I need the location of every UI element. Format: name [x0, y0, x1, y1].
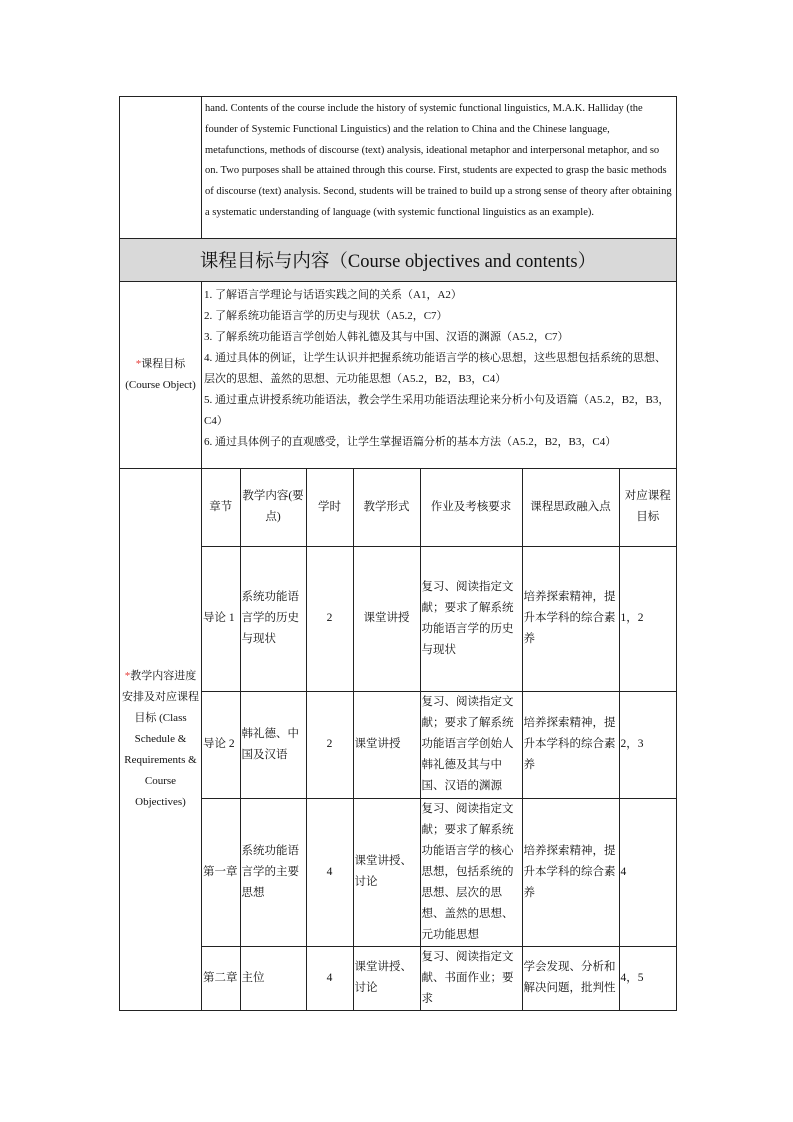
objectives-row [120, 281, 677, 468]
required-star: * [124, 669, 131, 682]
header-homework: 作业及考核要求 [420, 469, 522, 547]
header-ideology: 课程思政融入点 [522, 469, 619, 547]
row-homework: 复习、阅读指定文献、书面作业；要求 [420, 946, 522, 1010]
row-form: 课堂讲授 [353, 691, 420, 798]
section-header-row [120, 238, 677, 281]
table-row [202, 546, 676, 691]
row-content: 主位 [240, 946, 306, 1010]
row-homework: 复习、阅读指定文献；要求了解系统功能语言学的核心思想，包括系统的思想、层次的思想、盖然的思想、元功能思想 [420, 798, 522, 946]
row-chapter: 导论 1 [202, 546, 240, 691]
objective-item: 5. 通过重点讲授系统功能语法，教会学生采用功能语法理论来分析小句及语篇（A5.2，B2，B3，C4） [204, 393, 670, 427]
row-chapter: 第一章 [202, 798, 240, 946]
schedule-label-cn: 教学内容进度安排及对应课程目标 [122, 669, 199, 724]
row-objectives: 1，2 [619, 546, 676, 691]
row-ideology: 培养探索精神，提升本学科的综合素养 [522, 691, 619, 798]
table-row [202, 691, 676, 798]
row-objectives: 4，5 [620, 971, 644, 984]
header-chapter: 章节 [202, 469, 240, 547]
description-row [120, 97, 677, 239]
objectives-label [120, 281, 202, 468]
schedule-content [202, 468, 677, 1010]
objective-item: 2. 了解系统功能语言学的历史与现状（A5.2，C7） [204, 309, 448, 322]
table-row [202, 946, 676, 1010]
row-chapter: 导论 2 [202, 691, 240, 798]
header-form: 教学形式 [353, 469, 420, 547]
row-ideology: 培养探索精神，提升本学科的综合素养 [522, 798, 619, 946]
schedule-row [120, 468, 677, 1010]
objectives-list [202, 282, 676, 468]
row-hours: 4 [306, 946, 353, 1010]
row-ideology: 学会发现、分析和解决问题，批判性 [522, 946, 619, 1010]
schedule-label-en: (Class Schedule & Requirements & Course Objectives) [124, 711, 197, 808]
row-content: 韩礼德、中国及汉语 [240, 691, 306, 798]
row-hours: 2 [306, 691, 353, 798]
required-star: * [135, 357, 142, 370]
row-ideology: 培养探索精神，提升本学科的综合素养 [522, 546, 619, 691]
row-objectives: 2，3 [619, 691, 676, 798]
objective-item: 6. 通过具体例子的直观感受，让学生掌握语篇分析的基本方法（A5.2，B2，B3，C4） [204, 435, 617, 448]
objectives-label-cn: 课程目标 [141, 357, 186, 370]
objective-item: 4. 通过具体的例证，让学生认识并把握系统功能语言学的核心思想，这些思想包括系统的思想、层次的思想、盖然的思想、元功能思想（A5.2，B2，B3，C4） [204, 351, 666, 385]
row-objectives: 4 [619, 798, 676, 946]
schedule-header-row [202, 469, 676, 547]
header-objectives: 对应课程目标 [619, 469, 676, 547]
schedule-label [120, 468, 202, 1010]
row-form: 课堂讲授、讨论 [353, 798, 420, 946]
schedule-table [202, 469, 676, 1010]
row-chapter: 第二章 [202, 946, 240, 1010]
row-hours: 4 [306, 798, 353, 946]
objectives-label-en: (Course Object) [125, 378, 196, 391]
row-homework: 复习、阅读指定文献；要求了解系统功能语言学创始人韩礼德及其与中国、汉语的渊源 [420, 691, 522, 798]
objective-item: 1. 了解语言学理论与话语实践之间的关系（A1，A2） [204, 288, 462, 301]
course-description: hand. Contents of the course include the history of systemic functional linguistics, M.A.K. Halliday (the founder of Systemic Functional Linguistics) and the relation to China and the Chinese language, metafunctions, methods of discourse (text) analysis, ideational metaphor and interpersonal metaphor, and so on. Two purposes shall be attained through this course. First, students are expected to grasp the basic methods of discourse (text) analysis. Second, students will be trained to build up a strong sense of theory after obtaining a systematic understanding of language (with systemic functional linguistics as an example). [202, 97, 677, 239]
header-content: 教学内容(要点) [240, 469, 306, 547]
header-hours: 学时 [306, 469, 353, 547]
table-row [202, 798, 676, 946]
row-hours: 2 [306, 546, 353, 691]
description-left-cell [120, 97, 202, 239]
objectives-content [202, 281, 677, 468]
course-table [119, 96, 677, 1011]
row-form: 课堂讲授 [353, 546, 420, 691]
row-homework: 复习、阅读指定文献；要求了解系统功能语言学的历史与现状 [420, 546, 522, 691]
row-form: 课堂讲授、讨论 [353, 946, 420, 1010]
row-content: 系统功能语言学的历史与现状 [240, 546, 306, 691]
objective-item: 3. 了解系统功能语言学创始人韩礼德及其与中国、汉语的渊源（A5.2，C7） [204, 330, 569, 343]
row-content: 系统功能语言学的主要思想 [240, 798, 306, 946]
section-header: 课程目标与内容（Course objectives and contents） [120, 238, 677, 281]
